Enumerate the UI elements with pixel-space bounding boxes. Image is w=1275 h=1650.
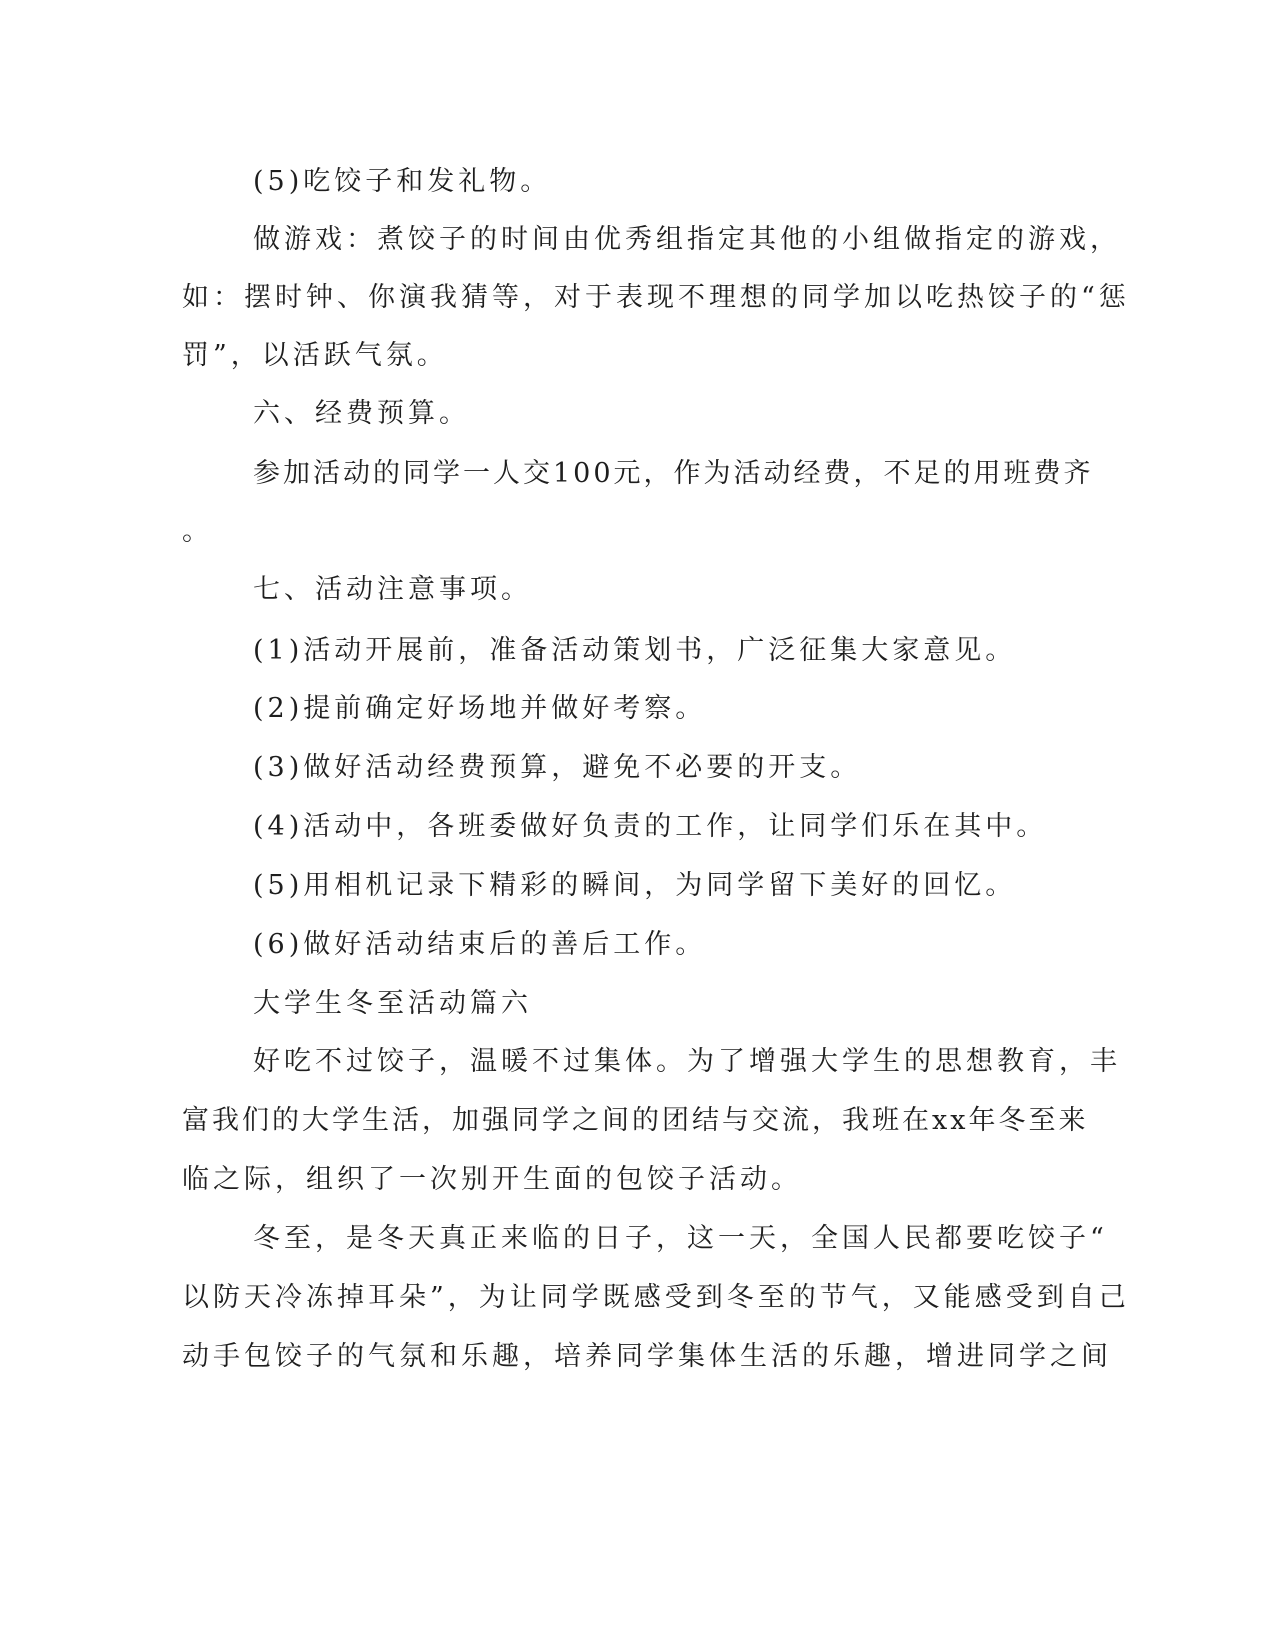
list-item: (2)提前确定好场地并做好考察。 <box>253 693 707 724</box>
paragraph-line: 动手包饺子的气氛和乐趣，培养同学集体生活的乐趣，增进同学之间 <box>182 1341 1112 1372</box>
list-item: (1)活动开展前，准备活动策划书，广泛征集大家意见。 <box>253 635 1017 666</box>
paragraph-line: 。 <box>182 516 213 547</box>
paragraph-line: 如：摆时钟、你演我猜等，对于表现不理想的同学加以吃热饺子的“惩 <box>182 282 1130 313</box>
list-item: (5)吃饺子和发礼物。 <box>253 166 552 197</box>
list-item: (4)活动中，各班委做好负责的工作，让同学们乐在其中。 <box>253 811 1048 842</box>
paragraph-line: 罚”，以活跃气氛。 <box>182 340 448 371</box>
section-heading: 六、经费预算。 <box>253 398 470 429</box>
paragraph-line: 富我们的大学生活，加强同学之间的团结与交流，我班在xx年冬至来 <box>182 1105 1089 1136</box>
list-item: (3)做好活动经费预算，避免不必要的开支。 <box>253 752 862 783</box>
paragraph-line: 以防天冷冻掉耳朵”，为让同学既感受到冬至的节气，又能感受到自己 <box>182 1282 1130 1313</box>
paragraph-line: 做游戏：煮饺子的时间由优秀组指定其他的小组做指定的游戏， <box>253 224 1121 255</box>
section-heading: 七、活动注意事项。 <box>253 574 532 605</box>
paragraph-line: 好吃不过饺子，温暖不过集体。为了增强大学生的思想教育，丰 <box>253 1046 1121 1077</box>
paragraph-line: 临之际，组织了一次别开生面的包饺子活动。 <box>182 1164 802 1195</box>
list-item: (6)做好活动结束后的善后工作。 <box>253 929 707 960</box>
list-item: (5)用相机记录下精彩的瞬间，为同学留下美好的回忆。 <box>253 870 1017 901</box>
section-title: 大学生冬至活动篇六 <box>253 988 532 1019</box>
paragraph-line: 冬至，是冬天真正来临的日子，这一天，全国人民都要吃饺子“ <box>253 1223 1108 1254</box>
paragraph-line: 参加活动的同学一人交100元，作为活动经费，不足的用班费齐 <box>253 458 1094 489</box>
